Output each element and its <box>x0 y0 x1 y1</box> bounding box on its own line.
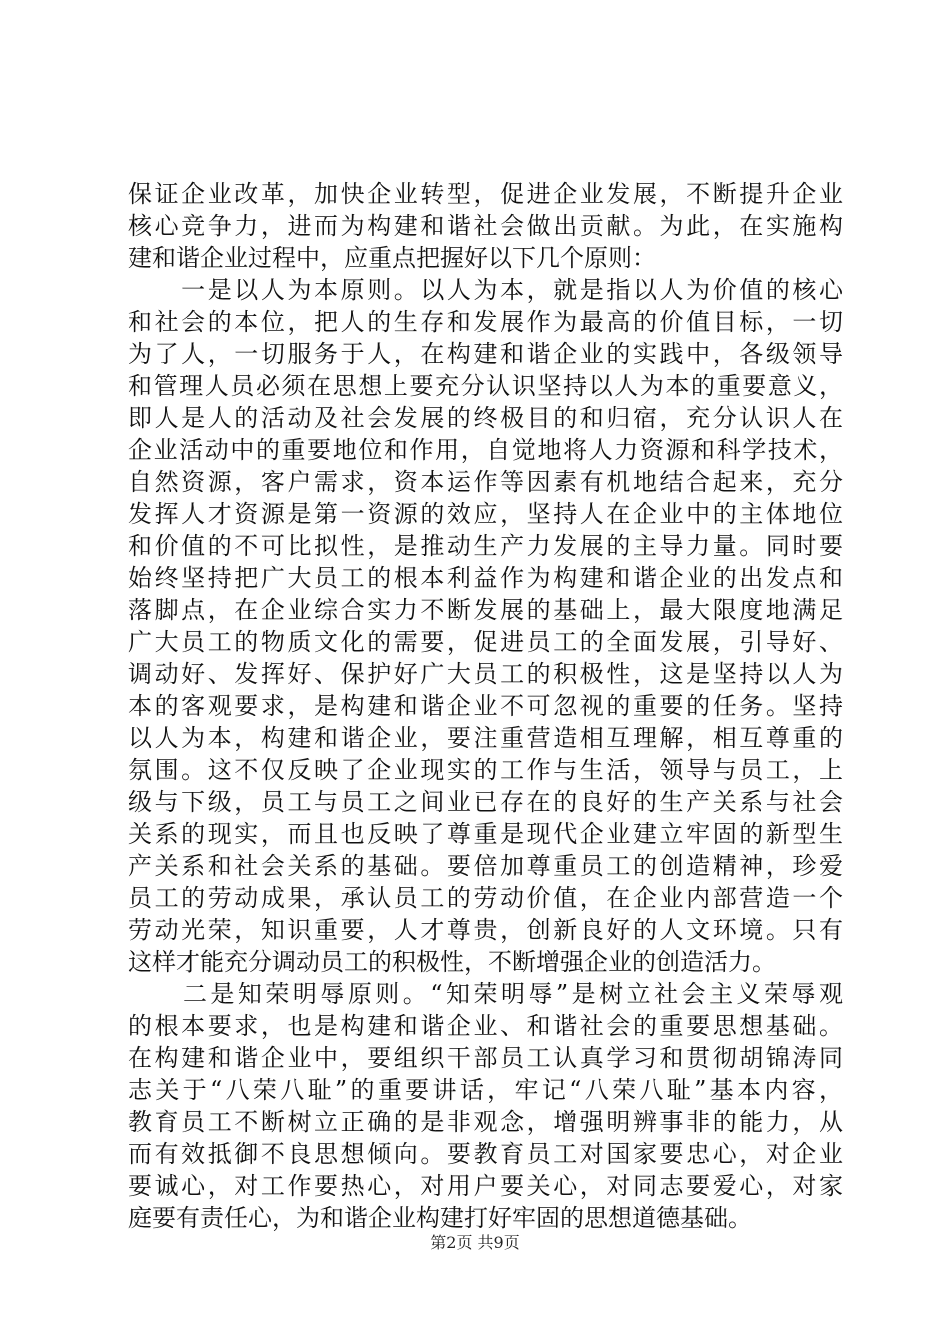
text-line: 这样才能充分调动员工的积极性，不断增强企业的创造活力。 <box>128 948 776 976</box>
text-line: 志关于“八荣八耻”的重要讲话，牢记“八荣八耻”基本内容， <box>128 1076 843 1104</box>
text-line: 广大员工的物质文化的需要，促进员工的全面发展，引导好、 <box>128 628 843 656</box>
text-line: 而有效抵御不良思想倾向。要教育员工对国家要忠心，对企业 <box>128 1140 843 1168</box>
text-line: 员工的劳动成果，承认员工的劳动价值，在企业内部营造一个 <box>128 884 843 912</box>
text-line: 核心竞争力，进而为构建和谐社会做出贡献。为此，在实施构 <box>128 212 843 240</box>
text-line: 庭要有责任心，为和谐企业构建打好牢固的思想道德基础。 <box>128 1204 752 1232</box>
text-line: 企业活动中的重要地位和作用，自觉地将人力资源和科学技术， <box>128 436 843 464</box>
text-line: 为了人，一切服务于人，在构建和谐企业的实践中，各级领导 <box>128 340 843 368</box>
text-line: 产关系和社会关系的基础。要倍加尊重员工的创造精神，珍爱 <box>128 852 843 880</box>
text-line: 建和谐企业过程中，应重点把握好以下几个原则： <box>128 244 656 272</box>
text-line: 二是知荣明辱原则。“知荣明辱”是树立社会主义荣辱观 <box>128 980 843 1008</box>
text-line: 以人为本，构建和谐企业，要注重营造相互理解，相互尊重的 <box>128 724 843 752</box>
page-footer: 第2页 共9页 <box>430 1233 520 1252</box>
text-line: 在构建和谐企业中，要组织干部员工认真学习和贯彻胡锦涛同 <box>128 1044 843 1072</box>
text-line: 即人是人的活动及社会发展的终极目的和归宿，充分认识人在 <box>128 404 843 432</box>
text-line: 关系的现实，而且也反映了尊重是现代企业建立牢固的新型生 <box>128 820 843 848</box>
text-line: 始终坚持把广大员工的根本利益作为构建和谐企业的出发点和 <box>128 564 843 592</box>
text-line: 级与下级，员工与员工之间业已存在的良好的生产关系与社会 <box>128 788 843 816</box>
text-line: 一是以人为本原则。以人为本，就是指以人为价值的核心 <box>128 276 843 304</box>
text-line: 和价值的不可比拟性，是推动生产力发展的主导力量。同时要 <box>128 532 843 560</box>
text-line: 和社会的本位，把人的生存和发展作为最高的价值目标，一切 <box>128 308 843 336</box>
text-line: 本的客观要求，是构建和谐企业不可忽视的重要的任务。坚持 <box>128 692 843 720</box>
text-line: 要诚心，对工作要热心，对用户要关心，对同志要爱心，对家 <box>128 1172 843 1200</box>
text-line: 保证企业改革，加快企业转型，促进企业发展，不断提升企业 <box>128 180 843 208</box>
text-line: 劳动光荣，知识重要，人才尊贵，创新良好的人文环境。只有 <box>128 916 843 944</box>
text-line: 落脚点，在企业综合实力不断发展的基础上，最大限度地满足 <box>128 596 843 624</box>
text-line: 调动好、发挥好、保护好广大员工的积极性，这是坚持以人为 <box>128 660 843 688</box>
text-line: 自然资源，客户需求，资本运作等因素有机地结合起来，充分 <box>128 468 843 496</box>
document-body <box>128 178 843 1234</box>
text-line: 和管理人员必须在思想上要充分认识坚持以人为本的重要意义， <box>128 372 843 400</box>
text-line: 教育员工不断树立正确的是非观念，增强明辨事非的能力，从 <box>128 1108 843 1136</box>
text-line: 的根本要求，也是构建和谐企业、和谐社会的重要思想基础。 <box>128 1012 843 1040</box>
text-line: 氛围。这不仅反映了企业现实的工作与生活，领导与员工，上 <box>128 756 843 784</box>
text-line: 发挥人才资源是第一资源的效应，坚持人在企业中的主体地位 <box>128 500 843 528</box>
